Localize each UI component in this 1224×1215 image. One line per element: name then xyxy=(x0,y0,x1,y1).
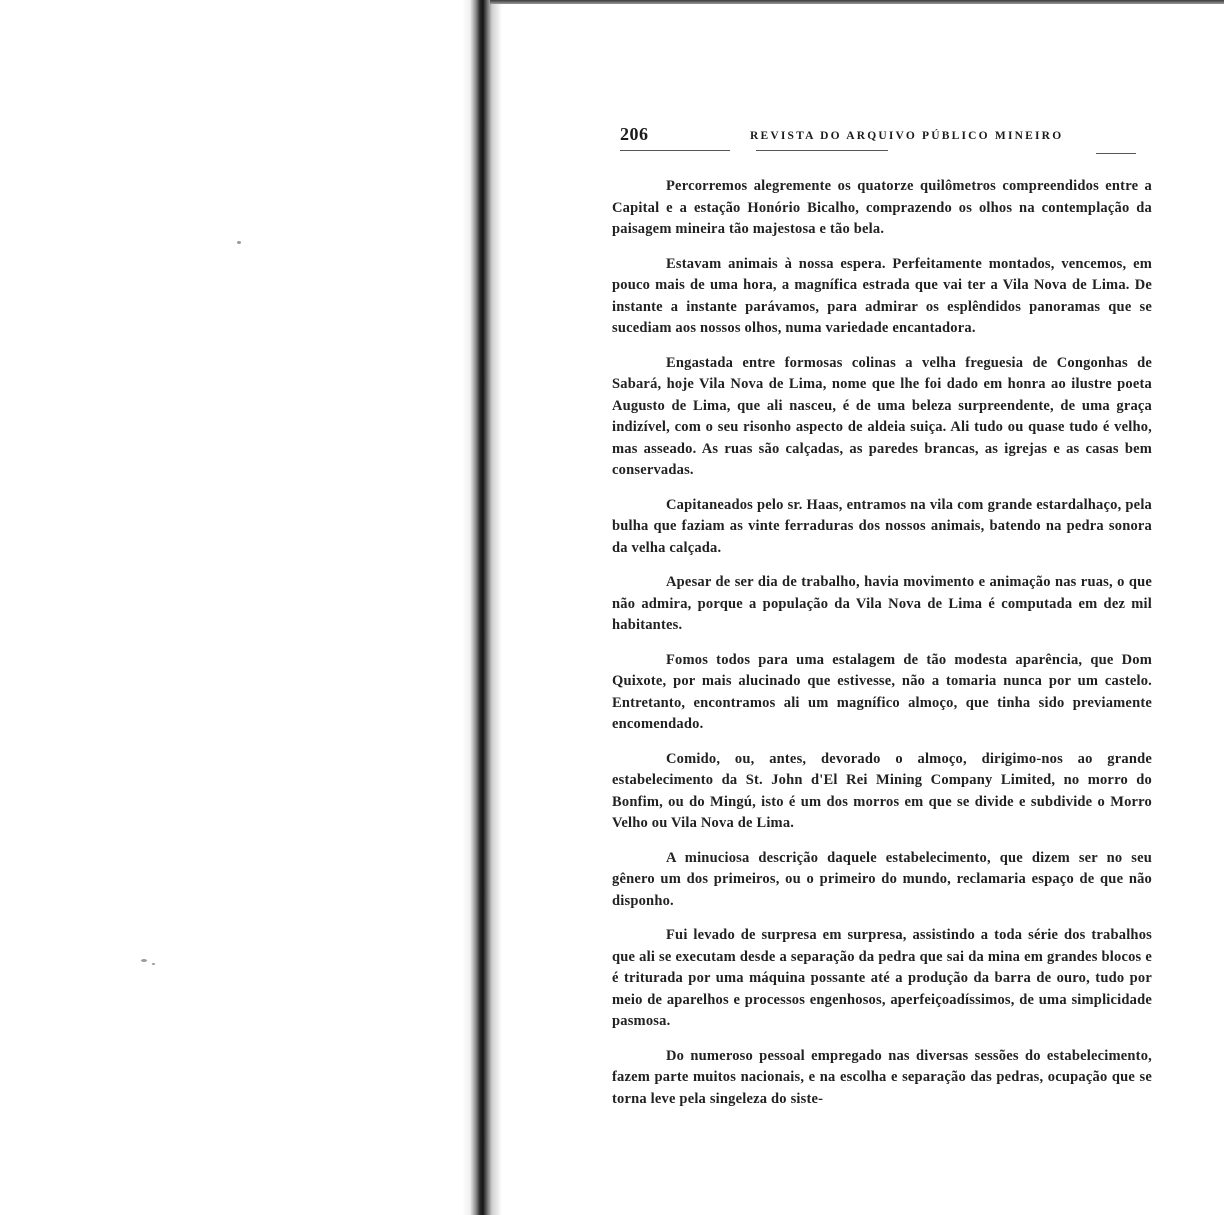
paragraph: Percorremos alegremente os quatorze quilômetros compreendidos entre a Capital e a estação Honório Bicalho, comprazendo os olhos na contemplação da paisagem mineira tão majestosa e tão bela. xyxy=(612,178,1152,237)
paragraph: Comido, ou, antes, devorado o almoço, dirigimo-nos ao grande estabelecimento da St. John d'El Rei Mining Company Limited, no morro do Bonfim, ou do Mingú, isto é um dos morros em que se divide e subdivide o Morro Velho ou Vila Nova de Lima. xyxy=(612,750,1152,831)
book-gutter xyxy=(462,0,502,1215)
paragraph: Fui levado de surpresa em surpresa, assistindo a toda série dos trabalhos que ali se executam desde a separação da pedra que sai da mina em grandes blocos e é triturada por uma máquina possante até a produção da barra de ouro, tudo por meio de aparelhos e processos engenhosos, aperfeiçoadíssimos, de uma simplicidade pasmosa. xyxy=(612,927,1152,1029)
page-header xyxy=(620,124,1156,152)
paragraph: A minuciosa descrição daquele estabelecimento, que dizem ser no seu gênero um dos primeiros, ou o primeiro do mundo, reclamaria espaço de que não disponho. xyxy=(612,849,1152,909)
paragraph: Capitaneados pelo sr. Haas, entramos na vila com grande estardalhaço, pela bulha que faziam as vinte ferraduras dos nossos animais, batendo na pedra sonora da velha calçada. xyxy=(612,496,1152,556)
ink-speck xyxy=(237,241,241,244)
body-text xyxy=(612,176,1152,1116)
ink-speck xyxy=(141,959,147,962)
paragraph: Apesar de ser dia de trabalho, havia movimento e animação nas ruas, o que não admira, porque a população da Vila Nova de Lima é computada em dez mil habitantes. xyxy=(612,574,1152,633)
left-page xyxy=(0,0,470,1215)
ink-speck xyxy=(152,963,155,965)
page-number: 206 xyxy=(620,124,649,144)
paragraph: Do numeroso pessoal empregado nas diversas sessões do estabelecimento, fazem parte muitos nacionais, e na escolha e separação das pedras, ocupação que se torna leve pela singeleza do siste- xyxy=(612,1047,1152,1107)
header-rule xyxy=(620,150,730,151)
header-rule xyxy=(1096,153,1136,154)
paragraph: Estavam animais à nossa espera. Perfeitamente montados, vencemos, em pouco mais de uma hora, a magnífica estrada que vai ter a Vila Nova de Lima. De instante a instante parávamos, para admirar os esplêndidos panoramas que se sucediam aos nossos olhos, numa variedade encantadora. xyxy=(612,255,1152,336)
running-title: REVISTA DO ARQUIVO PÚBLICO MINEIRO xyxy=(750,130,1064,142)
paragraph: Fomos todos para uma estalagem de tão modesta aparência, que Dom Quixote, por mais alucinado que estivesse, não a tomaria nunca por um castelo. Entretanto, encontramos ali um magnífico almoço, que tinha sido previamente encomendado. xyxy=(612,651,1152,732)
paragraph: Engastada entre formosas colinas a velha freguesia de Congonhas de Sabará, hoje Vila Nova de Lima, nome que lhe foi dado em honra ao ilustre poeta Augusto de Lima, que ali nasceu, é de uma beleza surpreendente, de uma graça indizível, com o seu risonho aspecto de aldeia suiça. Ali tudo ou quase tudo é velho, mas asseado. As ruas são calçadas, as paredes brancas, as igrejas e as casas bem conservadas. xyxy=(612,354,1152,478)
header-rule xyxy=(756,150,888,151)
